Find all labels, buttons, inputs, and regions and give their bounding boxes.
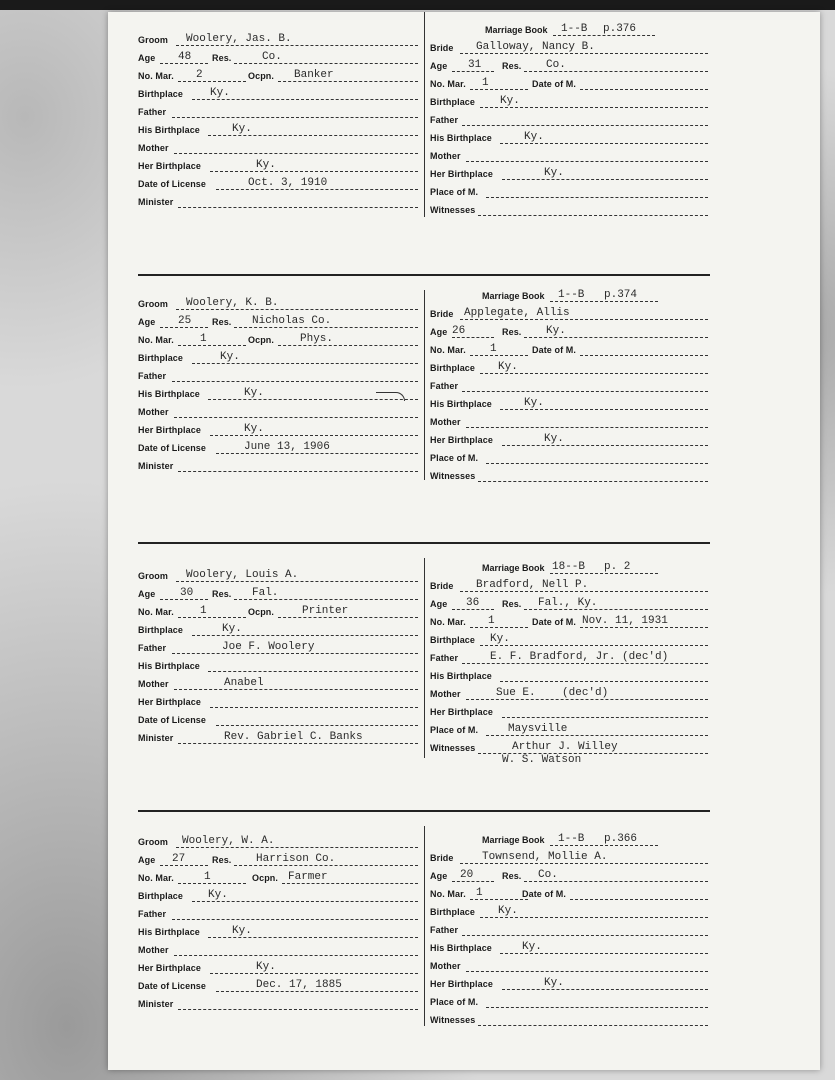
age-label: Age <box>430 61 448 71</box>
bride-res: Fal., Ky. <box>538 597 598 609</box>
father-label: Father <box>138 371 167 381</box>
his-birthplace-label: His Birthplace <box>138 661 200 671</box>
age-label: Age <box>430 871 448 881</box>
bride-mother: Sue E. (dec'd) <box>496 687 609 699</box>
no-mar-label: No. Mar. <box>430 345 466 355</box>
bride-no-mar: 1 <box>488 615 495 627</box>
groom-name: Woolery, Louis A. <box>186 569 299 581</box>
groom-date-of-license: Dec. 17, 1885 <box>256 979 342 991</box>
res-label: Res. <box>502 61 522 71</box>
bride-res: Co. <box>538 869 558 881</box>
no-mar-label: No. Mar. <box>138 607 174 617</box>
bride-his-birthplace: Ky. <box>524 131 544 143</box>
ocpn-label: Ocpn. <box>248 71 275 81</box>
his-birthplace-label: His Birthplace <box>138 389 200 399</box>
minister-label: Minister <box>138 999 174 1009</box>
pen-mark <box>376 392 405 401</box>
bride-name: Galloway, Nancy B. <box>476 41 595 53</box>
groom-ocpn: Farmer <box>288 871 328 883</box>
groom-father: Joe F. Woolery <box>222 641 315 653</box>
groom-no-mar: 2 <box>196 69 203 81</box>
his-birthplace-label: His Birthplace <box>138 125 200 135</box>
bride-father: E. F. Bradford, Jr. (dec'd) <box>490 651 669 663</box>
bride-his-birthplace: Ky. <box>524 397 544 409</box>
father-label: Father <box>138 643 167 653</box>
age-label: Age <box>138 589 156 599</box>
groom-birthplace: Ky. <box>220 351 240 363</box>
groom-her-birthplace: Ky. <box>256 159 276 171</box>
mother-label: Mother <box>430 689 461 699</box>
bride-her-birthplace: Ky. <box>544 433 564 445</box>
bride-age: 26 <box>452 325 466 337</box>
column-divider <box>424 290 425 480</box>
her-birthplace-label: Her Birthplace <box>138 963 201 973</box>
groom-birthplace: Ky. <box>222 623 242 635</box>
groom-age: 25 <box>178 315 192 327</box>
res-label: Res. <box>212 317 232 327</box>
bride-label: Bride <box>430 43 454 53</box>
marriage-book-number: 1--B <box>561 23 588 35</box>
minister-label: Minister <box>138 461 174 471</box>
bride-witnesses: Arthur J. Willey <box>512 741 618 753</box>
groom-no-mar: 1 <box>200 333 207 345</box>
no-mar-label: No. Mar. <box>430 889 466 899</box>
bride-age: 31 <box>468 59 482 71</box>
no-mar-label: No. Mar. <box>430 617 466 627</box>
res-label: Res. <box>502 599 522 609</box>
bride-witnesses-second: W. S. Watson <box>502 754 582 766</box>
marriage-book-label: Marriage Book <box>482 835 545 845</box>
his-birthplace-label: His Birthplace <box>430 133 492 143</box>
ocpn-label: Ocpn. <box>248 607 275 617</box>
his-birthplace-label: His Birthplace <box>138 927 200 937</box>
groom-res: Nicholas Co. <box>252 315 332 327</box>
father-label: Father <box>138 107 167 117</box>
groom-date-of-license: Oct. 3, 1910 <box>248 177 328 189</box>
bride-no-mar: 1 <box>476 887 483 899</box>
groom-her-birthplace: Ky. <box>256 961 276 973</box>
place-of-m-label: Place of M. <box>430 187 479 197</box>
groom-birthplace: Ky. <box>208 889 228 901</box>
groom-res: Harrison Co. <box>256 853 336 865</box>
place-of-m-label: Place of M. <box>430 997 479 1007</box>
groom-name: Woolery, W. A. <box>182 835 275 847</box>
bride-label: Bride <box>430 581 454 591</box>
witnesses-label: Witnesses <box>430 1015 476 1025</box>
groom-res: Co. <box>262 51 282 63</box>
birthplace-label: Birthplace <box>138 353 184 363</box>
minister-label: Minister <box>138 197 174 207</box>
column-divider <box>424 826 425 1026</box>
bride-her-birthplace: Ky. <box>544 977 564 989</box>
groom-his-birthplace: Ky. <box>232 123 252 135</box>
groom-ocpn: Printer <box>302 605 349 617</box>
his-birthplace-label: His Birthplace <box>430 943 492 953</box>
birthplace-label: Birthplace <box>430 635 476 645</box>
age-label: Age <box>430 327 448 337</box>
res-label: Res. <box>212 53 232 63</box>
no-mar-label: No. Mar. <box>138 71 174 81</box>
bride-label: Bride <box>430 853 454 863</box>
groom-age: 27 <box>172 853 186 865</box>
birthplace-label: Birthplace <box>430 907 476 917</box>
groom-label: Groom <box>138 571 169 581</box>
witnesses-label: Witnesses <box>430 471 476 481</box>
age-label: Age <box>430 599 448 609</box>
marriage-book-number: 18--B <box>552 561 586 573</box>
date-of-m-label: Date of M. <box>532 345 577 355</box>
her-birthplace-label: Her Birthplace <box>430 169 493 179</box>
no-mar-label: No. Mar. <box>430 79 466 89</box>
birthplace-label: Birthplace <box>430 363 476 373</box>
witnesses-label: Witnesses <box>430 205 476 215</box>
mother-label: Mother <box>430 151 461 161</box>
marriage-book-page: p.366 <box>604 833 638 845</box>
mother-label: Mother <box>430 417 461 427</box>
mother-label: Mother <box>138 143 169 153</box>
witnesses-label: Witnesses <box>430 743 476 753</box>
ocpn-label: Ocpn. <box>248 335 275 345</box>
bride-age: 36 <box>466 597 480 609</box>
her-birthplace-label: Her Birthplace <box>138 425 201 435</box>
minister-label: Minister <box>138 733 174 743</box>
bride-no-mar: 1 <box>482 77 489 89</box>
his-birthplace-label: His Birthplace <box>430 671 492 681</box>
date-of-license-label: Date of License <box>138 981 207 991</box>
age-label: Age <box>138 855 156 865</box>
place-of-m-label: Place of M. <box>430 453 479 463</box>
her-birthplace-label: Her Birthplace <box>430 979 493 989</box>
groom-age: 48 <box>178 51 192 63</box>
bride-her-birthplace: Ky. <box>544 167 564 179</box>
groom-label: Groom <box>138 299 169 309</box>
her-birthplace-label: Her Birthplace <box>430 707 493 717</box>
bride-birthplace: Ky. <box>490 633 510 645</box>
marriage-book-page: p.376 <box>603 23 637 35</box>
groom-no-mar: 1 <box>204 871 211 883</box>
marriage-book-number: 1--B <box>558 289 585 301</box>
date-of-m-label: Date of M. <box>532 79 577 89</box>
column-divider <box>424 12 425 217</box>
her-birthplace-label: Her Birthplace <box>138 161 201 171</box>
date-of-license-label: Date of License <box>138 715 207 725</box>
marriage-book-label: Marriage Book <box>482 291 545 301</box>
marriage-book-page: p.374 <box>604 289 638 301</box>
marriage-book-number: 1--B <box>558 833 585 845</box>
mother-label: Mother <box>138 407 169 417</box>
groom-age: 30 <box>180 587 194 599</box>
no-mar-label: No. Mar. <box>138 873 174 883</box>
date-of-license-label: Date of License <box>138 443 207 453</box>
res-label: Res. <box>212 855 232 865</box>
date-of-m-label: Date of M. <box>532 617 577 627</box>
father-label: Father <box>430 653 459 663</box>
groom-ocpn: Banker <box>294 69 334 81</box>
res-label: Res. <box>502 871 522 881</box>
marriage-book-page: p. 2 <box>604 561 631 573</box>
res-label: Res. <box>502 327 522 337</box>
age-label: Age <box>138 53 156 63</box>
groom-name: Woolery, K. B. <box>186 297 279 309</box>
groom-his-birthplace: Ky. <box>232 925 252 937</box>
groom-label: Groom <box>138 837 169 847</box>
bride-res: Co. <box>546 59 566 71</box>
bride-name: Bradford, Nell P. <box>476 579 589 591</box>
marriage-book-label: Marriage Book <box>482 563 545 573</box>
father-label: Father <box>138 909 167 919</box>
groom-no-mar: 1 <box>200 605 207 617</box>
res-label: Res. <box>212 589 232 599</box>
bride-birthplace: Ky. <box>498 361 518 373</box>
groom-minister: Rev. Gabriel C. Banks <box>224 731 363 743</box>
marriage-book-label: Marriage Book <box>485 25 548 35</box>
record-separator <box>138 274 710 276</box>
bride-birthplace: Ky. <box>500 95 520 107</box>
mother-label: Mother <box>430 961 461 971</box>
bride-date-of-m: Nov. 11, 1931 <box>582 615 668 627</box>
record-separator <box>138 810 710 812</box>
bride-age: 20 <box>460 869 474 881</box>
groom-his-birthplace: Ky. <box>244 387 264 399</box>
birthplace-label: Birthplace <box>138 89 184 99</box>
groom-name: Woolery, Jas. B. <box>186 33 292 45</box>
bride-place-of-m: Maysville <box>508 723 568 735</box>
father-label: Father <box>430 381 459 391</box>
column-divider <box>424 558 425 758</box>
place-of-m-label: Place of M. <box>430 725 479 735</box>
groom-label: Groom <box>138 35 169 45</box>
father-label: Father <box>430 925 459 935</box>
age-label: Age <box>138 317 156 327</box>
bride-no-mar: 1 <box>490 343 497 355</box>
groom-birthplace: Ky. <box>210 87 230 99</box>
date-of-license-label: Date of License <box>138 179 207 189</box>
father-label: Father <box>430 115 459 125</box>
ocpn-label: Ocpn. <box>252 873 279 883</box>
birthplace-label: Birthplace <box>138 625 184 635</box>
bride-his-birthplace: Ky. <box>522 941 542 953</box>
bride-name: Townsend, Mollie A. <box>482 851 608 863</box>
record-sheet <box>108 12 820 1070</box>
record-separator <box>138 542 710 544</box>
mother-label: Mother <box>138 679 169 689</box>
groom-her-birthplace: Ky. <box>244 423 264 435</box>
her-birthplace-label: Her Birthplace <box>430 435 493 445</box>
groom-mother: Anabel <box>224 677 264 689</box>
birthplace-label: Birthplace <box>430 97 476 107</box>
birthplace-label: Birthplace <box>138 891 184 901</box>
bride-birthplace: Ky. <box>498 905 518 917</box>
groom-res: Fal. <box>252 587 279 599</box>
groom-ocpn: Phys. <box>300 333 334 345</box>
his-birthplace-label: His Birthplace <box>430 399 492 409</box>
groom-date-of-license: June 13, 1906 <box>244 441 330 453</box>
mother-label: Mother <box>138 945 169 955</box>
no-mar-label: No. Mar. <box>138 335 174 345</box>
bride-label: Bride <box>430 309 454 319</box>
her-birthplace-label: Her Birthplace <box>138 697 201 707</box>
bride-name: Applegate, Allis <box>464 307 570 319</box>
date-of-m-label: Date of M. <box>522 889 567 899</box>
bride-res: Ky. <box>546 325 566 337</box>
